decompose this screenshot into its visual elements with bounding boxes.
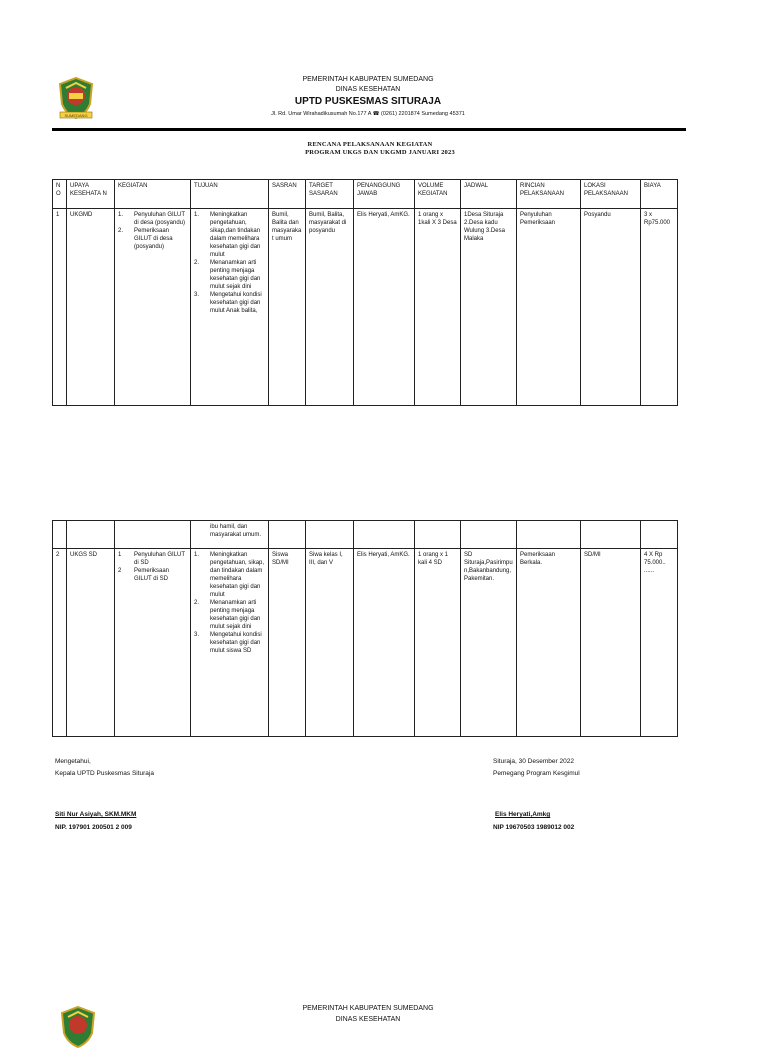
list-item: 1. Meningkatkan pengetahuan, sikap, dan tindakan dalam memelihara kesehatan gigi dan mulut xyxy=(194,552,265,598)
list-item: 1 Penyuluhan GILUT di SD xyxy=(118,552,185,566)
cell-pj: Elis Heryati, AmKG. xyxy=(354,209,415,406)
cell-rincian: Pemeriksaan Berkala. xyxy=(517,549,581,737)
cell-sasaran: Siswa SD/MI xyxy=(269,549,306,737)
header-rule xyxy=(52,128,686,131)
col-header: KEGIATAN xyxy=(115,180,191,209)
col-header: TARGET SASARAN xyxy=(306,180,354,209)
regency-logo xyxy=(56,76,96,120)
cell-sasaran: Bumil, Balita dan masyarakat umum xyxy=(269,209,306,406)
cell-tujuan: ibu hamil, dan masyarakat umum. xyxy=(191,521,269,549)
cell-target: Siwa kelas I, III, dan V xyxy=(306,549,354,737)
sig-right-line1: Situraja, 30 Desember 2022 xyxy=(493,758,574,765)
cell-no: 2 xyxy=(53,549,67,737)
cell-pj: Elis Heryati, AmKG. xyxy=(354,549,415,737)
list-item: 3. Mengetahui kondisi kesehatan gigi dan mulut Anak balita, xyxy=(194,292,262,314)
col-header: N O xyxy=(53,180,67,209)
plan-table xyxy=(52,179,678,406)
cell-volume: 1 orang x 1 kali 4 SD xyxy=(415,549,461,737)
next-header-line2: DINAS KESEHATAN xyxy=(335,1016,401,1023)
header-address: Jl. Rd. Umar Wirahadikusumah No.177 A ☎ (0261) 2201874 Sumedang 45371 xyxy=(271,111,465,117)
cell-jadwal: 1Desa Situraja 2.Desa kadu Wulung 3.Desa Malaka xyxy=(461,209,517,406)
table-header-row xyxy=(53,180,678,209)
col-header: SASRAN xyxy=(269,180,306,209)
col-header: TUJUAN xyxy=(191,180,269,209)
header-title: UPTD PUSKESMAS SITURAJA xyxy=(294,96,442,107)
sig-left-line2: Kepala UPTD Puskesmas Situraja xyxy=(55,770,154,777)
cell-lokasi: Posyandu xyxy=(581,209,641,406)
col-header: LOKASI PELAKSANAAN xyxy=(581,180,641,209)
next-header-line1: PEMERINTAH KABUPATEN SUMEDANG xyxy=(302,1005,434,1012)
cell-volume: 1 orang x 1kali X 3 Desa xyxy=(415,209,461,406)
cell-tujuan xyxy=(191,549,269,737)
cell-biaya: 4 X Rp 75.000.. ...... xyxy=(641,549,678,737)
cell-rincian: Penyuluhan Pemeriksaan xyxy=(517,209,581,406)
table-row xyxy=(53,521,678,549)
list-item: 2 Pemeriksaan GILUT di SD xyxy=(118,568,170,582)
col-header: JADWAL xyxy=(461,180,517,209)
cell-no: 1 xyxy=(53,209,67,406)
doc-title-line1: RENCANA PELAKSANAAN KEGIATAN xyxy=(307,141,433,148)
list-item: 2. Menanamkan arti penting menjaga kesehatan gigi dan mulut sejak dini xyxy=(194,600,261,630)
sig-left-line1: Mengetahui, xyxy=(55,758,91,765)
list-item: 2. Menanamkan arti penting menjaga kesehatan gigi dan mulut sejak dini xyxy=(194,260,261,290)
col-header: BIAYA xyxy=(641,180,678,209)
cell-jadwal: SD Situraja,Pasirimpun,Bakanbandung,Pakemitan. xyxy=(461,549,517,737)
cell-tujuan xyxy=(191,209,269,406)
cell-biaya: 3 x Rp75.000 xyxy=(641,209,678,406)
table-row xyxy=(53,209,678,406)
cell-lokasi: SD/MI xyxy=(581,549,641,737)
sig-left-name: Siti Nur Asiyah, SKM.MKM xyxy=(55,811,137,818)
sig-right-name: Elis Heryati,Amkg xyxy=(495,811,551,818)
col-header: PENANGGUNG JAWAB xyxy=(354,180,415,209)
table-row xyxy=(53,549,678,737)
cell-kegiatan xyxy=(115,209,191,406)
cell-upaya: UKGMD xyxy=(67,209,115,406)
list-item: 3. Mengetahui kondisi kesehatan gigi dan mulut siswa SD xyxy=(194,632,262,654)
plan-table-continued xyxy=(52,520,678,737)
list-item: 2. Pemeriksaan GILUT di desa (posyandu) xyxy=(118,228,173,250)
header-line1: PEMERINTAH KABUPATEN SUMEDANG xyxy=(302,76,434,83)
logo-text: SUMEDANG xyxy=(64,112,88,118)
col-header: RINCIAN PELAKSANAAN xyxy=(517,180,581,209)
sig-left-nip: NIP. 197901 200501 2 009 xyxy=(55,824,132,831)
regency-logo xyxy=(58,1005,98,1049)
col-header: VOLUME KEGIATAN xyxy=(415,180,461,209)
sig-right-line2: Pemegang Program Kesgimul xyxy=(493,770,580,777)
sig-right-nip: NIP 19670503 1989012 002 xyxy=(493,824,575,831)
cell-target: Bumil, Balita, masyarakat di posyandu xyxy=(306,209,354,406)
doc-title-line2: PROGRAM UKGS DAN UKGMD JANUARI 2023 xyxy=(305,149,455,156)
header-line2: DINAS KESEHATAN xyxy=(335,86,401,93)
list-item: 1. Penyuluhan GILUT di desa (posyandu) xyxy=(118,212,186,226)
list-item: 1. Meningkatkan pengetahuan, sikap,dan tindakan dalam memelihara kesehatan gigi dan mulut xyxy=(194,212,261,258)
col-header: UPAYA KESEHATA N xyxy=(67,180,115,209)
cell-kegiatan xyxy=(115,549,191,737)
cell-upaya: UKGS SD xyxy=(67,549,115,737)
